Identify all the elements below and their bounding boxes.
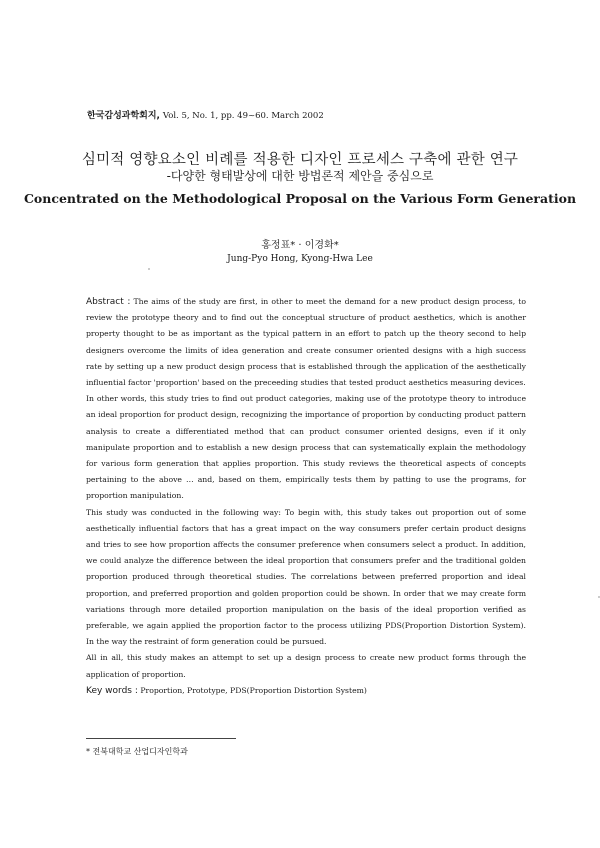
keywords bbox=[86, 683, 526, 699]
keywords-text: Proportion, Prototype, PDS(Proportion Distortion System) bbox=[140, 685, 367, 695]
english-title: Concentrated on the Methodological Proposal on the Various Form Generation bbox=[23, 191, 577, 206]
journal-volume-info: Vol. 5, No. 1, pp. 49~60. March 2002 bbox=[162, 111, 324, 121]
authors-korean: 홍정표* · 이경화* bbox=[261, 240, 339, 251]
korean-title: 심미적 영향요소인 비례를 적용한 디자인 프로세스 구축에 관한 연구 bbox=[81, 152, 519, 168]
abstract-text: The aims of the study are first, in other to meet the demand for a new product design process, to review the prototype theory and to find out the conceptual structure of product aesthetics, which is another property thought to be as important as the typical pattern in an effort to patch up the theory second to help designers overcome the limits of idea generation and create consumer oriented designs with a high success rate by setting up a new product design process that is established through the application of the aesthetically influential factor 'proportion' based on the preceeding studies that tested product aesthetics measuring devices. bbox=[86, 297, 526, 388]
abstract-section bbox=[86, 294, 526, 699]
abstract-paragraph: All in all, this study makes an attempt to set up a design process to create new product forms through the application of proportion. bbox=[86, 653, 526, 679]
keywords-label: Key words : bbox=[86, 685, 138, 696]
korean-subtitle: -다양한 형태발상에 대한 방법론적 제안을 중심으로 bbox=[166, 169, 434, 183]
scan-speck bbox=[148, 268, 150, 270]
journal-name: 한국감성과학회지, bbox=[87, 111, 160, 121]
authors-english: Jung-Pyo Hong, Kyong-Hwa Lee bbox=[227, 254, 373, 264]
abstract-paragraph: This study was conducted in the following way: To begin with, this study takes out proportion out of some aesthetically influential factors that has a great impact on the way consumers prefer certain product designs and tries to see how proportion affects the consumer preference when consumers select a product. In addition, we could analyze the difference between the ideal proportion that consumers prefer and the traditional golden proportion produced through theoretical studies. The correlations between preferred proportion and ideal proportion, and preferred proportion and golden proportion could be shown. In order that we may create form variations through more detailed proportion manipulation on the basis of the ideal proportion verified as preferable, we again applied the proportion factor to the process utilizing PDS(Proportion Distortion System). In the way the restraint of form generation could be pursued. bbox=[86, 507, 526, 647]
footnote-divider bbox=[86, 738, 236, 739]
footnote: * 전북대학교 산업디자인학과 bbox=[86, 747, 188, 756]
abstract-label: Abstract : bbox=[86, 297, 131, 307]
abstract-paragraph: In other words, this study tries to find out product categories, making use of the prototype theory to introduce an ideal proportion for product design, recognizing the importance of proportion by conducting product pattern analysis to create a differentiated method that can product consumer oriented designs, even if it only manipulate proportion and to establish a new design process that can systematically explain the methodology for various form generation that applies proportion. This study reviews the theoretical aspects of concepts pertaining to the above … and, based on them, empirically tests them by patting to use the programs, for proportion manipulation. bbox=[86, 394, 526, 501]
abstract-paragraph bbox=[86, 294, 526, 391]
journal-citation bbox=[87, 108, 324, 121]
